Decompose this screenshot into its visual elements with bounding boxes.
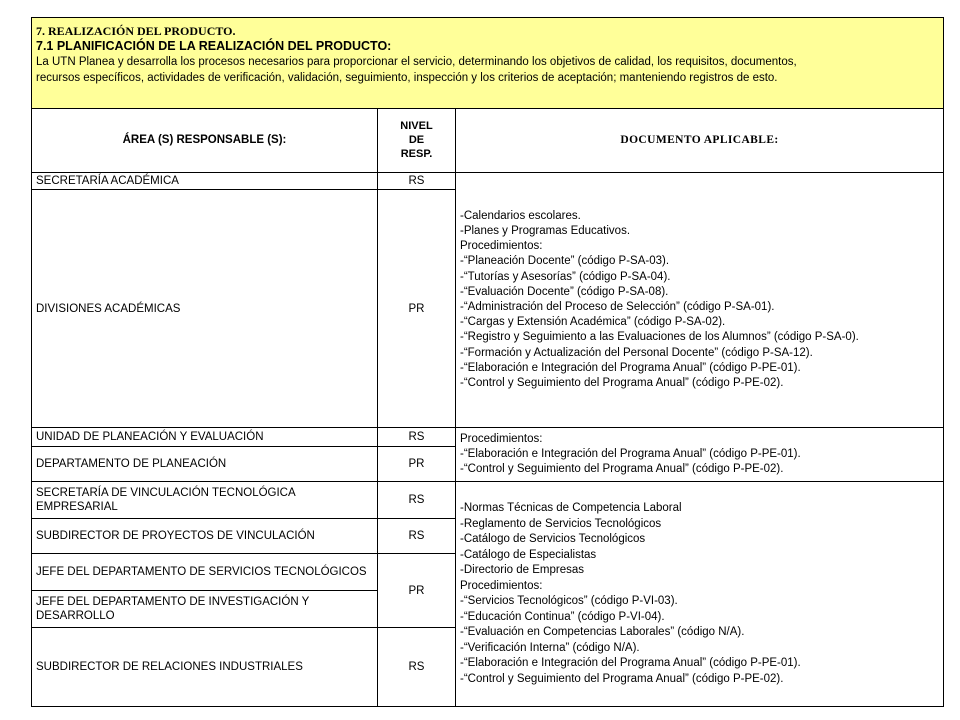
doc-item: -“Registro y Seguimiento a las Evaluaciones de los Alumnos” (código P-SA-0). [460, 331, 859, 344]
doc-item: Procedimientos: [460, 579, 543, 592]
subsection-title: 7.1 PLANIFICACIÓN DE LA REALIZACIÓN DEL PRODUCTO: [36, 39, 392, 53]
doc-item: -Reglamento de Servicios Tecnológicos [460, 517, 662, 530]
level-cell: RS [378, 518, 456, 553]
doc-item: -Calendarios escolares. [460, 209, 581, 222]
column-header-level [378, 108, 456, 172]
area-cell: JEFE DEL DEPARTAMENTO DE INVESTIGACIÓN Y DESARROLLO [32, 591, 378, 628]
doc-item: -Catálogo de Especialistas [460, 548, 597, 561]
doc-item: -“Control y Seguimiento del Programa Anual” (código P-PE-02). [460, 672, 784, 685]
planning-table [31, 17, 944, 707]
doc-item: -“Elaboración e Integración del Programa Anual” (código P-PE-01). [460, 657, 801, 670]
doc-item: -“Cargas y Extensión Académica” (código P-SA-02). [460, 316, 726, 329]
doc-item: Procedimientos: [460, 240, 543, 253]
level-header-line-3: RESP. [400, 148, 433, 161]
area-cell: DIVISIONES ACADÉMICAS [32, 190, 378, 428]
doc-item: -“Control y Seguimiento del Programa Anual” (código P-PE-02). [460, 463, 784, 476]
area-cell: DEPARTAMENTO DE PLANEACIÓN [32, 447, 378, 482]
intro-line-1: La UTN Planea y desarrolla los procesos necesarios para proporcionar el servicio, determinando los objetivos de calidad, los requisitos, documentos, [36, 56, 797, 68]
doc-item: Procedimientos: [460, 432, 543, 445]
area-cell: SUBDIRECTOR DE PROYECTOS DE VINCULACIÓN [32, 518, 378, 553]
doc-item: -Catálogo de Servicios Tecnológicos [460, 533, 646, 546]
column-header-document: DOCUMENTO APLICABLE: [456, 108, 944, 172]
doc-item: -“Elaboración e Integración del Programa Anual” (código P-PE-01). [460, 448, 801, 461]
area-cell: SUBDIRECTOR DE RELACIONES INDUSTRIALES [32, 628, 378, 707]
column-header-area: ÁREA (S) RESPONSABLE (S): [32, 108, 378, 172]
section-title: 7. REALIZACIÓN DEL PRODUCTO. [36, 24, 236, 38]
section-header [32, 18, 944, 109]
level-header-line-2: DE [408, 134, 425, 147]
documents-group-academic [456, 173, 944, 428]
level-cell: RS [378, 427, 456, 446]
doc-item: -“Evaluación en Competencias Laborales” (código N/A). [460, 626, 745, 639]
doc-item: -“Planeación Docente” (código P-SA-03). [460, 255, 670, 268]
doc-item: -“Servicios Tecnológicos” (código P-VI-03). [460, 595, 678, 608]
doc-item: -Planes y Programas Educativos. [460, 225, 631, 237]
documents-group-planning [456, 427, 944, 481]
level-header-line-1: NIVEL [400, 120, 433, 133]
area-cell: SECRETARÍA DE VINCULACIÓN TECNOLÓGICA EMPRESARIAL [32, 482, 378, 518]
documents-group-linkage [456, 482, 944, 707]
intro-line-2: recursos específicos, actividades de verificación, validación, seguimiento, inspección y los criterios de aceptación; manteniendo registros de esto. [36, 72, 778, 84]
doc-item: -“Tutorías y Asesorías” (código P-SA-04). [460, 270, 671, 283]
doc-item: -Normas Técnicas de Competencia Laboral [460, 502, 682, 515]
level-cell: PR [378, 190, 456, 428]
level-cell: RS [378, 482, 456, 518]
doc-item: -“Control y Seguimiento del Programa Anual” (código P-PE-02). [460, 377, 784, 390]
level-cell: PR [378, 447, 456, 482]
doc-item: -“Evaluación Docente” (código P-SA-08). [460, 285, 669, 298]
area-cell: UNIDAD DE PLANEACIÓN Y EVALUACIÓN [32, 427, 378, 446]
doc-item: -“Educación Continua” (código P-VI-04). [460, 610, 665, 623]
doc-item: -“Administración del Proceso de Selección” (código P-SA-01). [460, 301, 775, 314]
doc-item: -Directorio de Empresas [460, 564, 584, 577]
level-cell: RS [378, 173, 456, 190]
level-cell: RS [378, 628, 456, 707]
doc-item: -“Verificación Interna” (código N/A). [460, 641, 640, 654]
area-cell: SECRETARÍA ACADÉMICA [32, 173, 378, 190]
doc-item: -“Formación y Actualización del Personal Docente” (código P-SA-12). [460, 346, 813, 359]
doc-item: -“Elaboración e Integración del Programa Anual” (código P-PE-01). [460, 361, 801, 374]
area-cell: JEFE DEL DEPARTAMENTO DE SERVICIOS TECNOLÓGICOS [32, 553, 378, 590]
level-cell: PR [378, 553, 456, 628]
